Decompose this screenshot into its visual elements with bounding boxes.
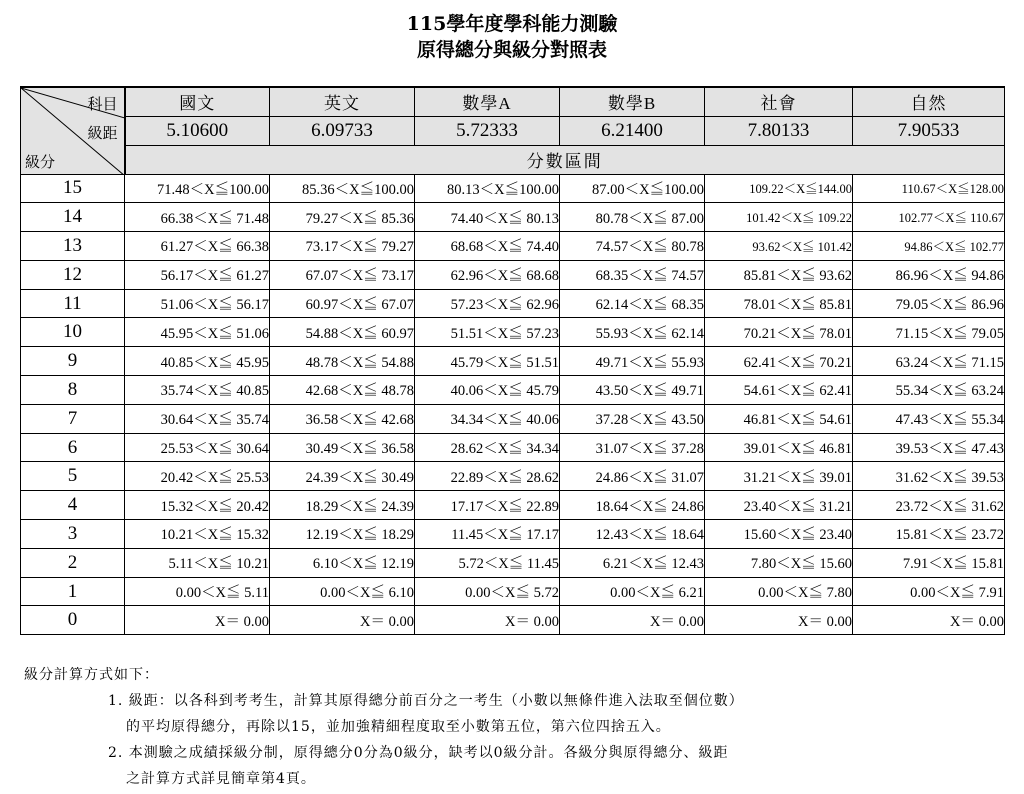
interval-cell: 70.21＜X≦ 78.01 <box>705 318 853 347</box>
note-item-1-line-2: 的平均原得總分，再除以15，並加強精細程度取至小數第五位，第六位四捨五入。 <box>126 719 671 735</box>
interval-cell: 0.00＜X≦ 7.80 <box>705 577 853 606</box>
interval-cell: 0.00＜X≦ 6.21 <box>560 577 705 606</box>
interval-cell: 31.21＜X≦ 39.01 <box>705 462 853 491</box>
interval-cell: 51.06＜X≦ 56.17 <box>125 289 270 318</box>
interval-cell: 62.14＜X≦ 68.35 <box>560 289 705 318</box>
range-value: 5.10600 <box>125 116 270 145</box>
interval-cell: 15.81＜X≦ 23.72 <box>853 520 1005 549</box>
interval-cell: X＝ 0.00 <box>560 606 705 635</box>
interval-cell: 30.49＜X≦ 36.58 <box>270 433 415 462</box>
level-cell: 10 <box>21 318 125 347</box>
table-row <box>21 318 1005 347</box>
interval-cell: 87.00＜X≦100.00 <box>560 174 705 203</box>
table-row <box>21 174 1005 203</box>
interval-cell: 23.72＜X≦ 31.62 <box>853 491 1005 520</box>
range-value: 7.90533 <box>853 116 1005 145</box>
interval-cell: 43.50＜X≦ 49.71 <box>560 376 705 405</box>
table-corner-header <box>21 87 125 174</box>
corner-subject-label: 科目 <box>87 97 118 113</box>
interval-cell: 11.45＜X≦ 17.17 <box>415 520 560 549</box>
interval-cell: 0.00＜X≦ 6.10 <box>270 577 415 606</box>
interval-cell: 30.64＜X≦ 35.74 <box>125 404 270 433</box>
interval-cell: 42.68＜X≦ 48.78 <box>270 376 415 405</box>
level-cell: 15 <box>21 174 125 203</box>
interval-cell: 40.85＜X≦ 45.95 <box>125 347 270 376</box>
interval-cell: 31.62＜X≦ 39.53 <box>853 462 1005 491</box>
interval-cell: 25.53＜X≦ 30.64 <box>125 433 270 462</box>
interval-cell: 36.58＜X≦ 42.68 <box>270 404 415 433</box>
interval-cell: 22.89＜X≦ 28.62 <box>415 462 560 491</box>
interval-cell: 86.96＜X≦ 94.86 <box>853 260 1005 289</box>
range-value: 6.09733 <box>270 116 415 145</box>
interval-cell: 23.40＜X≦ 31.21 <box>705 491 853 520</box>
level-cell: 9 <box>21 347 125 376</box>
interval-cell: 68.68＜X≦ 74.40 <box>415 232 560 261</box>
interval-cell: 17.17＜X≦ 22.89 <box>415 491 560 520</box>
interval-cell: 5.72＜X≦ 11.45 <box>415 548 560 577</box>
note-item-2-line-1: 2. 本測驗之成績採級分制，原得總分0分為0級分，缺考以0級分計。各級分與原得總分、級距 <box>108 745 729 761</box>
interval-cell: 5.11＜X≦ 10.21 <box>125 548 270 577</box>
interval-cell: 37.28＜X≦ 43.50 <box>560 404 705 433</box>
table-row <box>21 462 1005 491</box>
interval-cell: 102.77＜X≦ 110.67 <box>853 203 1005 232</box>
subject-header: 國文 <box>125 87 270 116</box>
interval-cell: 68.35＜X≦ 74.57 <box>560 260 705 289</box>
interval-cell: 10.21＜X≦ 15.32 <box>125 520 270 549</box>
interval-cell: 40.06＜X≦ 45.79 <box>415 376 560 405</box>
interval-cell: 110.67＜X≦128.00 <box>853 174 1005 203</box>
interval-cell: 71.15＜X≦ 79.05 <box>853 318 1005 347</box>
subject-header: 英文 <box>270 87 415 116</box>
table-row <box>21 520 1005 549</box>
interval-cell: 62.96＜X≦ 68.68 <box>415 260 560 289</box>
interval-cell: 71.48＜X≦100.00 <box>125 174 270 203</box>
interval-cell: 12.19＜X≦ 18.29 <box>270 520 415 549</box>
interval-cell: 20.42＜X≦ 25.53 <box>125 462 270 491</box>
table-row <box>21 347 1005 376</box>
table-row <box>21 404 1005 433</box>
interval-cell: 85.36＜X≦100.00 <box>270 174 415 203</box>
interval-cell: 62.41＜X≦ 70.21 <box>705 347 853 376</box>
interval-cell: X＝ 0.00 <box>415 606 560 635</box>
level-cell: 0 <box>21 606 125 635</box>
interval-cell: 79.05＜X≦ 86.96 <box>853 289 1005 318</box>
table-row <box>21 491 1005 520</box>
interval-cell: 60.97＜X≦ 67.07 <box>270 289 415 318</box>
interval-cell: 55.93＜X≦ 62.14 <box>560 318 705 347</box>
interval-cell: 28.62＜X≦ 34.34 <box>415 433 560 462</box>
interval-cell: 6.10＜X≦ 12.19 <box>270 548 415 577</box>
interval-cell: 67.07＜X≦ 73.17 <box>270 260 415 289</box>
interval-cell: 74.40＜X≦ 80.13 <box>415 203 560 232</box>
interval-cell: 73.17＜X≦ 79.27 <box>270 232 415 261</box>
interval-cell: 39.01＜X≦ 46.81 <box>705 433 853 462</box>
page-title: 115學年度學科能力測驗 <box>406 13 618 35</box>
level-cell: 3 <box>21 520 125 549</box>
table-row <box>21 232 1005 261</box>
interval-cell: 79.27＜X≦ 85.36 <box>270 203 415 232</box>
interval-cell: 34.34＜X≦ 40.06 <box>415 404 560 433</box>
notes-section <box>24 662 744 792</box>
interval-cell: 6.21＜X≦ 12.43 <box>560 548 705 577</box>
subject-header: 自然 <box>853 87 1005 116</box>
interval-cell: 45.79＜X≦ 51.51 <box>415 347 560 376</box>
table-row <box>21 548 1005 577</box>
level-cell: 8 <box>21 376 125 405</box>
interval-cell: X＝ 0.00 <box>853 606 1005 635</box>
table-row <box>21 577 1005 606</box>
interval-cell: 0.00＜X≦ 7.91 <box>853 577 1005 606</box>
header-row-interval <box>21 145 1005 174</box>
interval-cell: 39.53＜X≦ 47.43 <box>853 433 1005 462</box>
table-row <box>21 376 1005 405</box>
table-row <box>21 260 1005 289</box>
interval-cell: 93.62＜X≦ 101.42 <box>705 232 853 261</box>
level-cell: 4 <box>21 491 125 520</box>
level-cell: 1 <box>21 577 125 606</box>
interval-cell: 51.51＜X≦ 57.23 <box>415 318 560 347</box>
interval-cell: 45.95＜X≦ 51.06 <box>125 318 270 347</box>
interval-cell: 94.86＜X≦ 102.77 <box>853 232 1005 261</box>
interval-cell: 66.38＜X≦ 71.48 <box>125 203 270 232</box>
level-cell: 6 <box>21 433 125 462</box>
interval-cell: 7.91＜X≦ 15.81 <box>853 548 1005 577</box>
interval-cell: 101.42＜X≦ 109.22 <box>705 203 853 232</box>
table-row <box>21 606 1005 635</box>
interval-cell: 56.17＜X≦ 61.27 <box>125 260 270 289</box>
interval-cell: 7.80＜X≦ 15.60 <box>705 548 853 577</box>
interval-cell: 0.00＜X≦ 5.11 <box>125 577 270 606</box>
score-conversion-table <box>20 86 1005 635</box>
subject-header: 數學A <box>415 87 560 116</box>
interval-cell: 15.32＜X≦ 20.42 <box>125 491 270 520</box>
table-row <box>21 203 1005 232</box>
interval-cell: X＝ 0.00 <box>705 606 853 635</box>
interval-cell: X＝ 0.00 <box>125 606 270 635</box>
table-row <box>21 289 1005 318</box>
interval-cell: 46.81＜X≦ 54.61 <box>705 404 853 433</box>
header-row-ranges <box>21 116 1005 145</box>
interval-cell: 24.86＜X≦ 31.07 <box>560 462 705 491</box>
level-cell: 11 <box>21 289 125 318</box>
interval-cell: 61.27＜X≦ 66.38 <box>125 232 270 261</box>
interval-cell: 48.78＜X≦ 54.88 <box>270 347 415 376</box>
notes-heading: 級分計算方式如下： <box>24 667 159 683</box>
corner-range-label: 級距 <box>87 126 118 142</box>
range-value: 5.72333 <box>415 116 560 145</box>
interval-cell: 80.13＜X≦100.00 <box>415 174 560 203</box>
interval-cell: 18.29＜X≦ 24.39 <box>270 491 415 520</box>
interval-header: 分數區間 <box>125 145 1005 174</box>
interval-cell: 0.00＜X≦ 5.72 <box>415 577 560 606</box>
interval-cell: 78.01＜X≦ 85.81 <box>705 289 853 318</box>
interval-cell: 31.07＜X≦ 37.28 <box>560 433 705 462</box>
table-row <box>21 433 1005 462</box>
interval-cell: 109.22＜X≦144.00 <box>705 174 853 203</box>
interval-cell: 47.43＜X≦ 55.34 <box>853 404 1005 433</box>
note-item-2-line-2: 之計算方式詳見簡章第4頁。 <box>126 771 316 787</box>
level-cell: 12 <box>21 260 125 289</box>
range-value: 6.21400 <box>560 116 705 145</box>
header-row-subjects <box>21 87 1005 116</box>
level-cell: 13 <box>21 232 125 261</box>
subject-header: 社會 <box>705 87 853 116</box>
level-cell: 7 <box>21 404 125 433</box>
interval-cell: 80.78＜X≦ 87.00 <box>560 203 705 232</box>
interval-cell: 35.74＜X≦ 40.85 <box>125 376 270 405</box>
note-item-1-line-1: 1. 級距：以各科到考考生，計算其原得總分前百分之一考生（小數以無條件進入法取至個位數） <box>108 693 744 709</box>
interval-cell: 63.24＜X≦ 71.15 <box>853 347 1005 376</box>
note-item-1 <box>108 688 744 740</box>
corner-level-label: 級分 <box>25 155 56 171</box>
range-value: 7.80133 <box>705 116 853 145</box>
interval-cell: 85.81＜X≦ 93.62 <box>705 260 853 289</box>
interval-cell: 15.60＜X≦ 23.40 <box>705 520 853 549</box>
interval-cell: 54.61＜X≦ 62.41 <box>705 376 853 405</box>
page-subtitle: 原得總分與級分對照表 <box>416 39 607 61</box>
interval-cell: 24.39＜X≦ 30.49 <box>270 462 415 491</box>
interval-cell: X＝ 0.00 <box>270 606 415 635</box>
level-cell: 14 <box>21 203 125 232</box>
interval-cell: 18.64＜X≦ 24.86 <box>560 491 705 520</box>
interval-cell: 74.57＜X≦ 80.78 <box>560 232 705 261</box>
level-cell: 5 <box>21 462 125 491</box>
note-item-2 <box>108 740 744 792</box>
interval-cell: 49.71＜X≦ 55.93 <box>560 347 705 376</box>
level-cell: 2 <box>21 548 125 577</box>
interval-cell: 55.34＜X≦ 63.24 <box>853 376 1005 405</box>
subject-header: 數學B <box>560 87 705 116</box>
interval-cell: 57.23＜X≦ 62.96 <box>415 289 560 318</box>
interval-cell: 12.43＜X≦ 18.64 <box>560 520 705 549</box>
interval-cell: 54.88＜X≦ 60.97 <box>270 318 415 347</box>
